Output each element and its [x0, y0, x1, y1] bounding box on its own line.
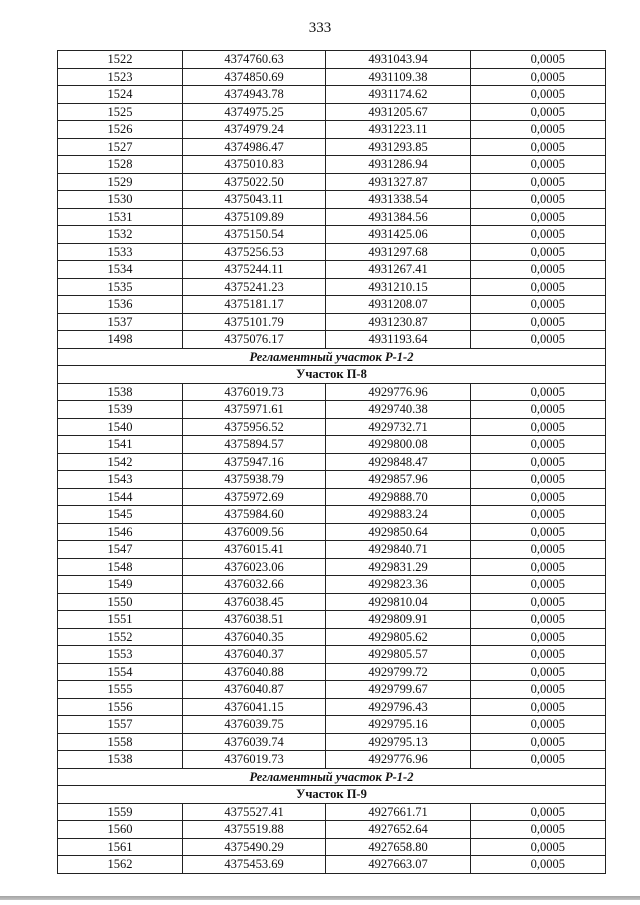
table-row: [58, 138, 606, 156]
table-row: [58, 453, 606, 471]
y-coordinate-cell: 4929799.67: [326, 681, 471, 699]
subsection-heading-row: [58, 366, 606, 384]
tolerance-cell: 0,0005: [471, 261, 606, 279]
tolerance-cell: 0,0005: [471, 121, 606, 139]
tolerance-cell: 0,0005: [471, 208, 606, 226]
point-number-cell: 1544: [58, 488, 183, 506]
x-coordinate-cell: 4375947.16: [183, 453, 326, 471]
point-number-cell: 1543: [58, 471, 183, 489]
table-row: [58, 523, 606, 541]
table-row: [58, 313, 606, 331]
y-coordinate-cell: 4931223.11: [326, 121, 471, 139]
x-coordinate-cell: 4376032.66: [183, 576, 326, 594]
x-coordinate-cell: 4376019.73: [183, 383, 326, 401]
table-row: [58, 471, 606, 489]
x-coordinate-cell: 4375150.54: [183, 226, 326, 244]
page-bottom-edge: [0, 896, 640, 900]
tolerance-cell: 0,0005: [471, 733, 606, 751]
point-number-cell: 1538: [58, 383, 183, 401]
y-coordinate-cell: 4931208.07: [326, 296, 471, 314]
table-row: [58, 226, 606, 244]
tolerance-cell: 0,0005: [471, 856, 606, 874]
tolerance-cell: 0,0005: [471, 156, 606, 174]
point-number-cell: 1526: [58, 121, 183, 139]
x-coordinate-cell: 4374943.78: [183, 86, 326, 104]
y-coordinate-cell: 4931109.38: [326, 68, 471, 86]
table-row: [58, 51, 606, 69]
point-number-cell: 1550: [58, 593, 183, 611]
table-row: [58, 68, 606, 86]
x-coordinate-cell: 4376039.75: [183, 716, 326, 734]
y-coordinate-cell: 4929810.04: [326, 593, 471, 611]
x-coordinate-cell: 4375241.23: [183, 278, 326, 296]
x-coordinate-cell: 4375181.17: [183, 296, 326, 314]
table-row: [58, 856, 606, 874]
point-number-cell: 1542: [58, 453, 183, 471]
point-number-cell: 1556: [58, 698, 183, 716]
x-coordinate-cell: 4376019.73: [183, 751, 326, 769]
x-coordinate-cell: 4375453.69: [183, 856, 326, 874]
y-coordinate-cell: 4929840.71: [326, 541, 471, 559]
tolerance-cell: 0,0005: [471, 173, 606, 191]
section-heading-row: [58, 768, 606, 786]
x-coordinate-cell: 4376015.41: [183, 541, 326, 559]
y-coordinate-cell: 4931174.62: [326, 86, 471, 104]
tolerance-cell: 0,0005: [471, 488, 606, 506]
x-coordinate-cell: 4374979.24: [183, 121, 326, 139]
x-coordinate-cell: 4376040.37: [183, 646, 326, 664]
x-coordinate-cell: 4375043.11: [183, 191, 326, 209]
x-coordinate-cell: 4375527.41: [183, 803, 326, 821]
y-coordinate-cell: 4929800.08: [326, 436, 471, 454]
table-row: [58, 593, 606, 611]
table-row: [58, 103, 606, 121]
point-number-cell: 1555: [58, 681, 183, 699]
table-row: [58, 838, 606, 856]
tolerance-cell: 0,0005: [471, 803, 606, 821]
point-number-cell: 1546: [58, 523, 183, 541]
table-row: [58, 156, 606, 174]
y-coordinate-cell: 4931193.64: [326, 331, 471, 349]
x-coordinate-cell: 4375519.88: [183, 821, 326, 839]
x-coordinate-cell: 4375984.60: [183, 506, 326, 524]
x-coordinate-cell: 4375956.52: [183, 418, 326, 436]
table-row: [58, 733, 606, 751]
x-coordinate-cell: 4375076.17: [183, 331, 326, 349]
table-row: [58, 611, 606, 629]
y-coordinate-cell: 4927661.71: [326, 803, 471, 821]
point-number-cell: 1562: [58, 856, 183, 874]
tolerance-cell: 0,0005: [471, 506, 606, 524]
point-number-cell: 1551: [58, 611, 183, 629]
point-number-cell: 1529: [58, 173, 183, 191]
x-coordinate-cell: 4374760.63: [183, 51, 326, 69]
table-row: [58, 663, 606, 681]
tolerance-cell: 0,0005: [471, 698, 606, 716]
point-number-cell: 1552: [58, 628, 183, 646]
y-coordinate-cell: 4931286.94: [326, 156, 471, 174]
point-number-cell: 1541: [58, 436, 183, 454]
x-coordinate-cell: 4376040.88: [183, 663, 326, 681]
table-row: [58, 716, 606, 734]
tolerance-cell: 0,0005: [471, 523, 606, 541]
point-number-cell: 1553: [58, 646, 183, 664]
y-coordinate-cell: 4929799.72: [326, 663, 471, 681]
point-number-cell: 1523: [58, 68, 183, 86]
y-coordinate-cell: 4931293.85: [326, 138, 471, 156]
point-number-cell: 1537: [58, 313, 183, 331]
x-coordinate-cell: 4375894.57: [183, 436, 326, 454]
tolerance-cell: 0,0005: [471, 86, 606, 104]
point-number-cell: 1528: [58, 156, 183, 174]
x-coordinate-cell: 4375244.11: [183, 261, 326, 279]
x-coordinate-cell: 4374975.25: [183, 103, 326, 121]
x-coordinate-cell: 4376023.06: [183, 558, 326, 576]
table-row: [58, 698, 606, 716]
point-number-cell: 1548: [58, 558, 183, 576]
point-number-cell: 1533: [58, 243, 183, 261]
y-coordinate-cell: 4929823.36: [326, 576, 471, 594]
point-number-cell: 1547: [58, 541, 183, 559]
point-number-cell: 1536: [58, 296, 183, 314]
table-row: [58, 296, 606, 314]
y-coordinate-cell: 4929809.91: [326, 611, 471, 629]
table-row: [58, 278, 606, 296]
tolerance-cell: 0,0005: [471, 383, 606, 401]
y-coordinate-cell: 4931043.94: [326, 51, 471, 69]
tolerance-cell: 0,0005: [471, 593, 606, 611]
table-row: [58, 331, 606, 349]
point-number-cell: 1554: [58, 663, 183, 681]
y-coordinate-cell: 4929857.96: [326, 471, 471, 489]
point-number-cell: 1538: [58, 751, 183, 769]
y-coordinate-cell: 4929776.96: [326, 383, 471, 401]
point-number-cell: 1558: [58, 733, 183, 751]
y-coordinate-cell: 4931327.87: [326, 173, 471, 191]
tolerance-cell: 0,0005: [471, 191, 606, 209]
x-coordinate-cell: 4375971.61: [183, 401, 326, 419]
x-coordinate-cell: 4375101.79: [183, 313, 326, 331]
tolerance-cell: 0,0005: [471, 681, 606, 699]
x-coordinate-cell: 4375938.79: [183, 471, 326, 489]
table-row: [58, 558, 606, 576]
point-number-cell: 1561: [58, 838, 183, 856]
table-row: [58, 401, 606, 419]
tolerance-cell: 0,0005: [471, 716, 606, 734]
tolerance-cell: 0,0005: [471, 821, 606, 839]
y-coordinate-cell: 4929795.16: [326, 716, 471, 734]
y-coordinate-cell: 4929805.57: [326, 646, 471, 664]
tolerance-cell: 0,0005: [471, 663, 606, 681]
y-coordinate-cell: 4929883.24: [326, 506, 471, 524]
y-coordinate-cell: 4929888.70: [326, 488, 471, 506]
tolerance-cell: 0,0005: [471, 51, 606, 69]
tolerance-cell: 0,0005: [471, 138, 606, 156]
coordinates-table-body: [58, 51, 606, 874]
tolerance-cell: 0,0005: [471, 418, 606, 436]
tolerance-cell: 0,0005: [471, 331, 606, 349]
point-number-cell: 1560: [58, 821, 183, 839]
table-row: [58, 436, 606, 454]
tolerance-cell: 0,0005: [471, 103, 606, 121]
x-coordinate-cell: 4375490.29: [183, 838, 326, 856]
subsection-heading-row: [58, 786, 606, 804]
section-heading-row: [58, 348, 606, 366]
coordinates-table-wrapper: [57, 50, 605, 874]
x-coordinate-cell: 4375010.83: [183, 156, 326, 174]
y-coordinate-cell: 4931338.54: [326, 191, 471, 209]
table-row: [58, 506, 606, 524]
y-coordinate-cell: 4929732.71: [326, 418, 471, 436]
point-number-cell: 1498: [58, 331, 183, 349]
table-row: [58, 488, 606, 506]
table-row: [58, 383, 606, 401]
y-coordinate-cell: 4929848.47: [326, 453, 471, 471]
x-coordinate-cell: 4374986.47: [183, 138, 326, 156]
tolerance-cell: 0,0005: [471, 453, 606, 471]
tolerance-cell: 0,0005: [471, 838, 606, 856]
table-row: [58, 173, 606, 191]
tolerance-cell: 0,0005: [471, 68, 606, 86]
x-coordinate-cell: 4375972.69: [183, 488, 326, 506]
tolerance-cell: 0,0005: [471, 558, 606, 576]
point-number-cell: 1535: [58, 278, 183, 296]
x-coordinate-cell: 4376040.87: [183, 681, 326, 699]
x-coordinate-cell: 4375109.89: [183, 208, 326, 226]
tolerance-cell: 0,0005: [471, 436, 606, 454]
point-number-cell: 1532: [58, 226, 183, 244]
y-coordinate-cell: 4931297.68: [326, 243, 471, 261]
point-number-cell: 1525: [58, 103, 183, 121]
tolerance-cell: 0,0005: [471, 313, 606, 331]
tolerance-cell: 0,0005: [471, 243, 606, 261]
point-number-cell: 1522: [58, 51, 183, 69]
tolerance-cell: 0,0005: [471, 471, 606, 489]
tolerance-cell: 0,0005: [471, 278, 606, 296]
page-number: 333: [308, 20, 332, 36]
point-number-cell: 1557: [58, 716, 183, 734]
y-coordinate-cell: 4929831.29: [326, 558, 471, 576]
table-row: [58, 191, 606, 209]
table-row: [58, 576, 606, 594]
x-coordinate-cell: 4375022.50: [183, 173, 326, 191]
tolerance-cell: 0,0005: [471, 646, 606, 664]
table-row: [58, 121, 606, 139]
y-coordinate-cell: 4931384.56: [326, 208, 471, 226]
y-coordinate-cell: 4931230.87: [326, 313, 471, 331]
section-heading: Регламентный участок Р-1-2: [58, 348, 606, 366]
table-row: [58, 681, 606, 699]
y-coordinate-cell: 4927658.80: [326, 838, 471, 856]
tolerance-cell: 0,0005: [471, 296, 606, 314]
y-coordinate-cell: 4929805.62: [326, 628, 471, 646]
table-row: [58, 821, 606, 839]
y-coordinate-cell: 4929850.64: [326, 523, 471, 541]
point-number-cell: 1530: [58, 191, 183, 209]
subsection-heading: Участок П-8: [58, 366, 606, 384]
table-row: [58, 418, 606, 436]
table-row: [58, 261, 606, 279]
table-row: [58, 628, 606, 646]
tolerance-cell: 0,0005: [471, 541, 606, 559]
point-number-cell: 1531: [58, 208, 183, 226]
point-number-cell: 1545: [58, 506, 183, 524]
point-number-cell: 1539: [58, 401, 183, 419]
point-number-cell: 1534: [58, 261, 183, 279]
x-coordinate-cell: 4376039.74: [183, 733, 326, 751]
table-row: [58, 86, 606, 104]
table-row: [58, 208, 606, 226]
table-row: [58, 646, 606, 664]
point-number-cell: 1527: [58, 138, 183, 156]
x-coordinate-cell: 4374850.69: [183, 68, 326, 86]
y-coordinate-cell: 4931425.06: [326, 226, 471, 244]
x-coordinate-cell: 4376038.45: [183, 593, 326, 611]
x-coordinate-cell: 4376040.35: [183, 628, 326, 646]
tolerance-cell: 0,0005: [471, 576, 606, 594]
table-row: [58, 243, 606, 261]
x-coordinate-cell: 4376038.51: [183, 611, 326, 629]
point-number-cell: 1549: [58, 576, 183, 594]
y-coordinate-cell: 4927663.07: [326, 856, 471, 874]
y-coordinate-cell: 4929740.38: [326, 401, 471, 419]
subsection-heading: Участок П-9: [58, 786, 606, 804]
y-coordinate-cell: 4929796.43: [326, 698, 471, 716]
y-coordinate-cell: 4931205.67: [326, 103, 471, 121]
table-row: [58, 803, 606, 821]
point-number-cell: 1524: [58, 86, 183, 104]
y-coordinate-cell: 4931210.15: [326, 278, 471, 296]
tolerance-cell: 0,0005: [471, 401, 606, 419]
tolerance-cell: 0,0005: [471, 226, 606, 244]
section-heading: Регламентный участок Р-1-2: [58, 768, 606, 786]
y-coordinate-cell: 4927652.64: [326, 821, 471, 839]
coordinates-table: [57, 50, 606, 874]
table-row: [58, 541, 606, 559]
tolerance-cell: 0,0005: [471, 611, 606, 629]
y-coordinate-cell: 4929776.96: [326, 751, 471, 769]
y-coordinate-cell: 4929795.13: [326, 733, 471, 751]
tolerance-cell: 0,0005: [471, 628, 606, 646]
x-coordinate-cell: 4376041.15: [183, 698, 326, 716]
point-number-cell: 1559: [58, 803, 183, 821]
x-coordinate-cell: 4375256.53: [183, 243, 326, 261]
tolerance-cell: 0,0005: [471, 751, 606, 769]
point-number-cell: 1540: [58, 418, 183, 436]
y-coordinate-cell: 4931267.41: [326, 261, 471, 279]
x-coordinate-cell: 4376009.56: [183, 523, 326, 541]
table-row: [58, 751, 606, 769]
